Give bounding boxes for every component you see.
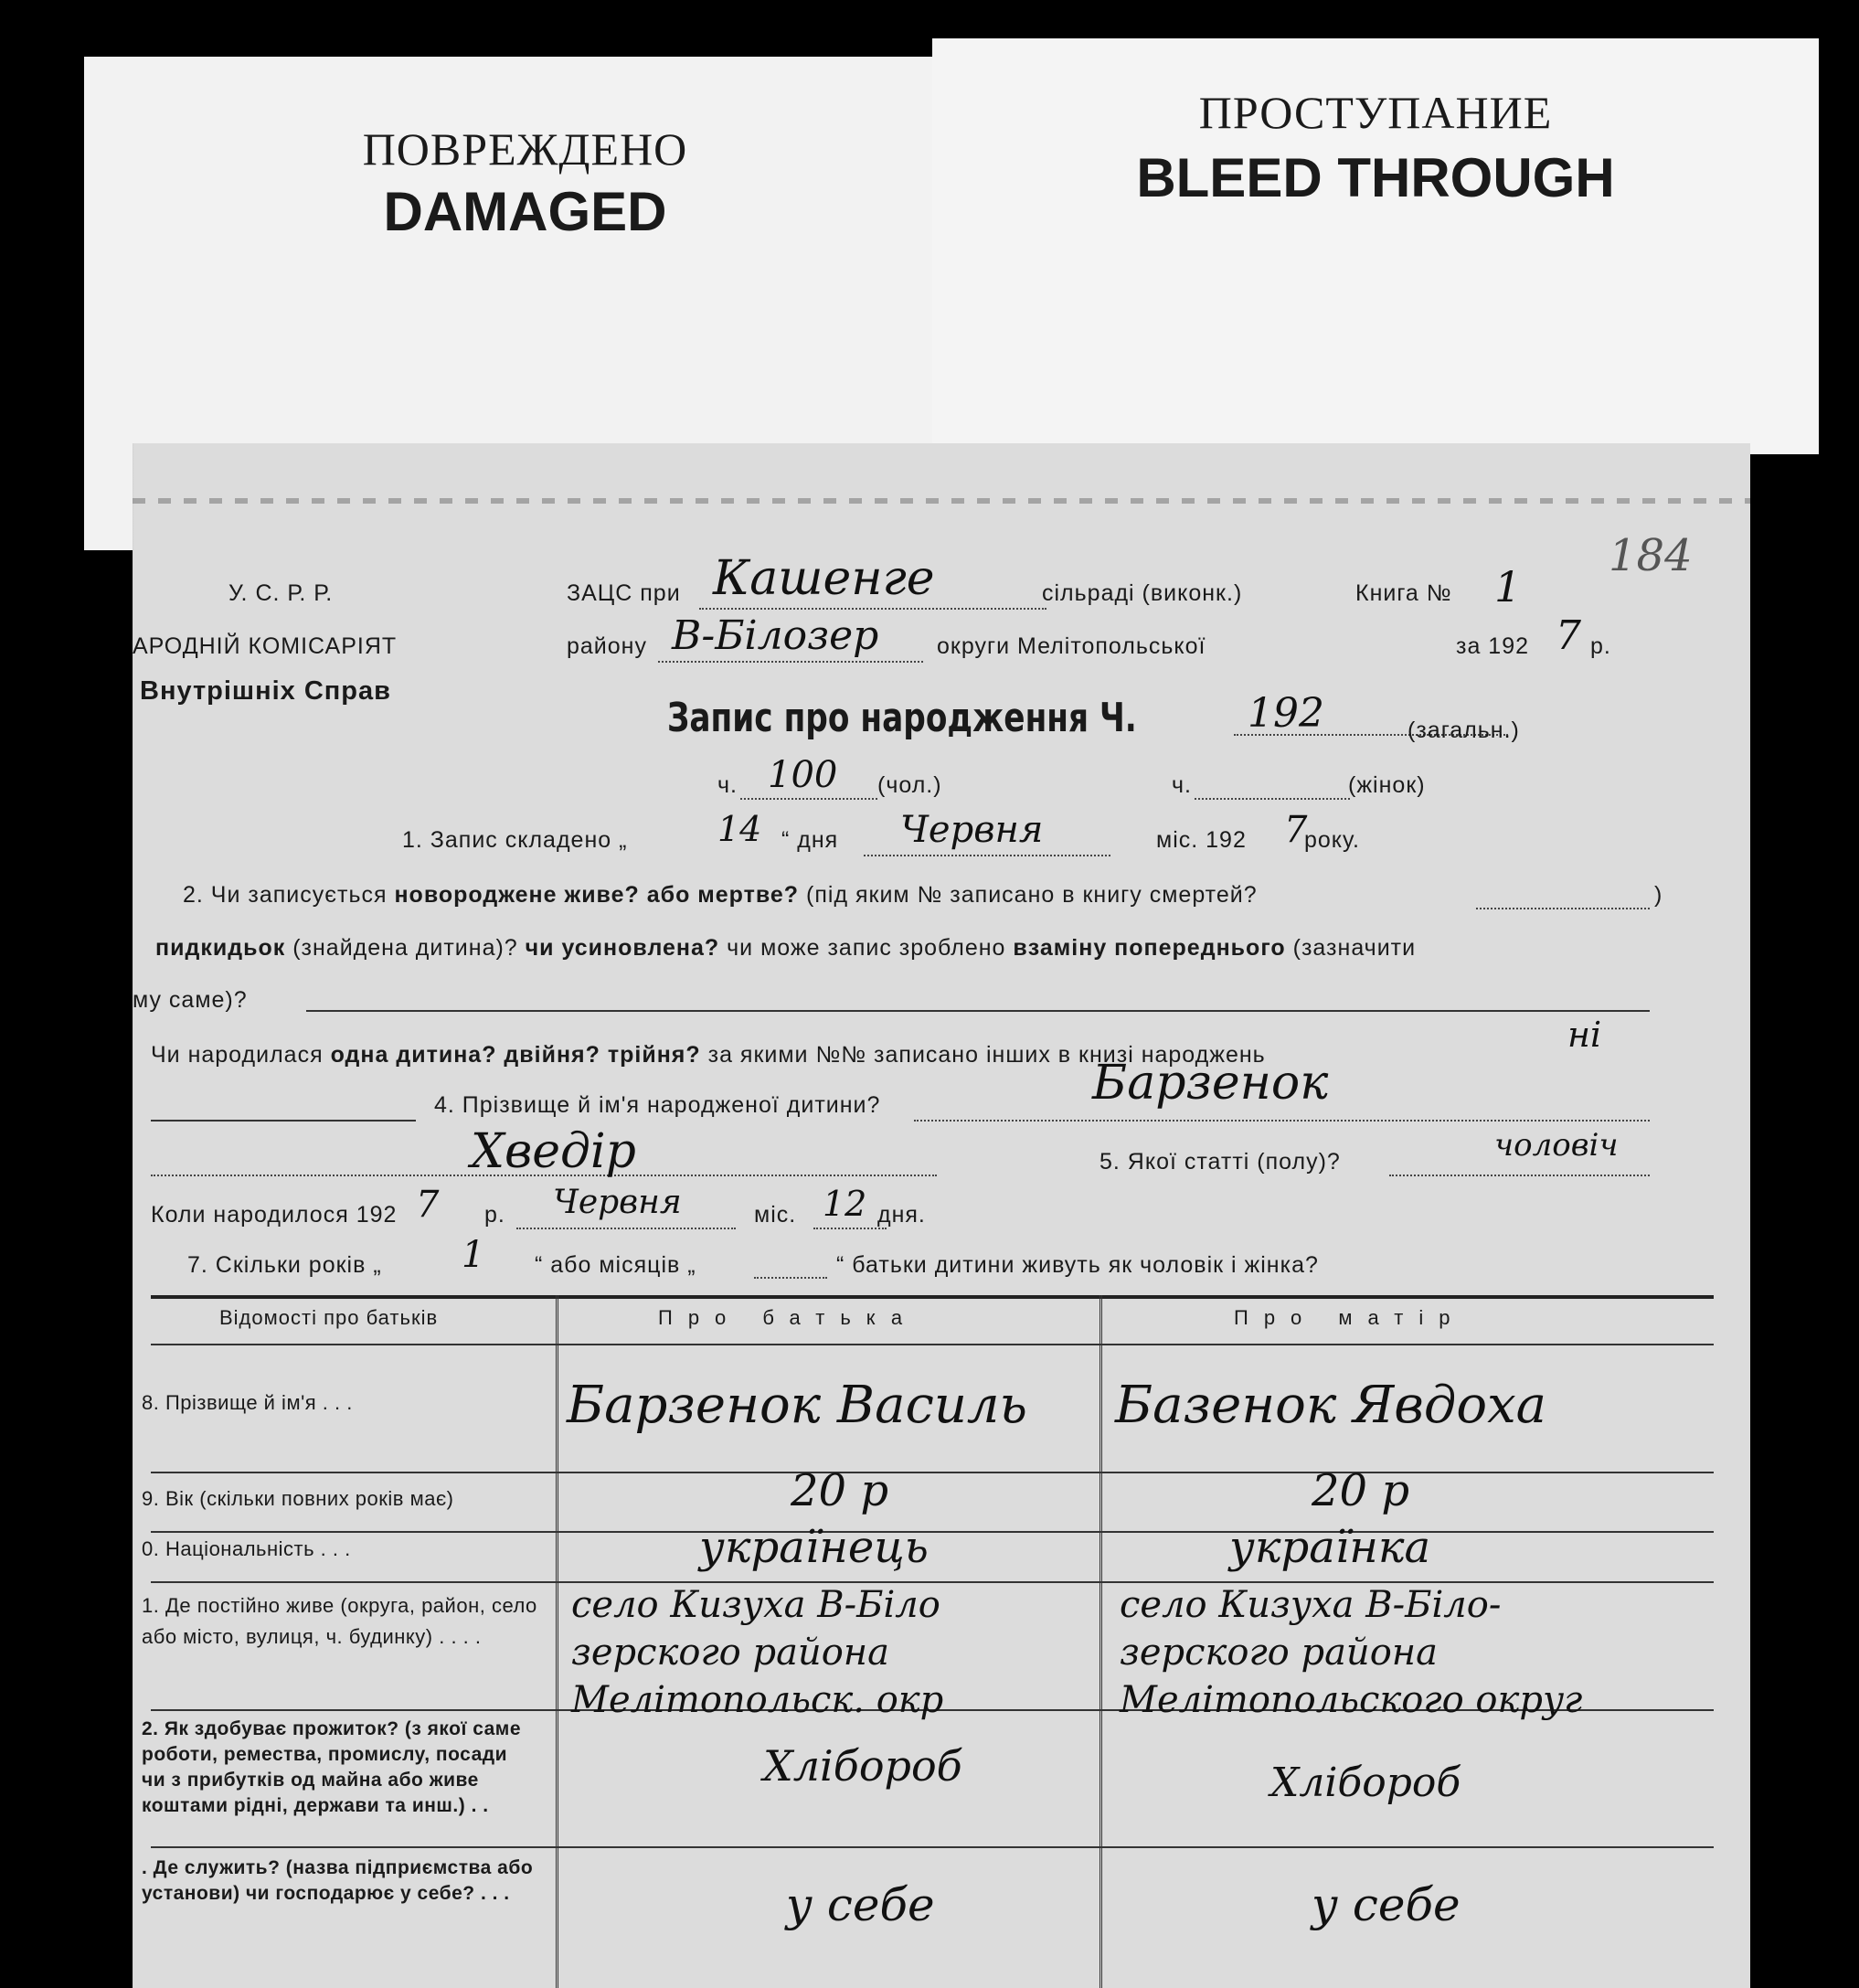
bleed-label-ru: ПРОСТУПАНИЕ: [1198, 87, 1553, 138]
record-title: Запис про народження Ч.: [667, 695, 1137, 741]
q6-month-label: міс.: [754, 1202, 797, 1228]
q1-month-label: міс. 192: [1156, 827, 1247, 853]
raion-handwritten: В-Білозер: [672, 612, 879, 659]
bleed-through-card: [932, 38, 1819, 454]
record-number-handwritten: 192: [1248, 690, 1324, 737]
q5-label: 5. Якої статті (полу)?: [1099, 1149, 1341, 1175]
mother-livelihood-handwritten: Хлібороб: [1270, 1759, 1461, 1806]
father-age-handwritten: 20 р: [791, 1465, 889, 1516]
damaged-label-ru: ПОВРЕЖДЕНО: [362, 123, 688, 175]
q7-label-c: “ батьки дитини живуть як чоловік і жінка?: [836, 1252, 1319, 1278]
general-label: (загальн.): [1408, 718, 1520, 743]
ussr-label: У. С. Р. Р.: [228, 580, 334, 606]
child-surname-handwritten: Барзенок: [1092, 1056, 1329, 1111]
q2-line1: 2. Чи записується новороджене живе? або мертве? (під яким № записано в книгу смертей?: [183, 882, 1258, 908]
male-number-handwritten: 100: [768, 754, 838, 796]
table-header-mother: Про матір: [1234, 1306, 1466, 1329]
male-ch-label: ч.: [717, 772, 738, 798]
row-name-label: 8. Прізвище й ім'я . . .: [142, 1391, 353, 1414]
q1-month-handwritten: Червня: [900, 809, 1044, 851]
row-nationality-label: 0. Національність . . .: [142, 1537, 351, 1560]
q1-label: 1. Запис складено „: [402, 827, 628, 853]
table-header-father: Про батька: [658, 1306, 919, 1329]
book-number-handwritten: 1: [1494, 562, 1522, 611]
birth-record-document: [133, 443, 1750, 1988]
q2-line1-end: ): [1654, 882, 1663, 908]
mother-nationality-handwritten: українка: [1229, 1522, 1431, 1573]
female-label: (жінок): [1348, 772, 1426, 798]
q6-day-label: дня.: [877, 1202, 926, 1228]
child-name-handwritten: Хведір: [471, 1124, 636, 1179]
corner-number-handwritten: 184: [1609, 530, 1693, 581]
q7-label-a: 7. Скільки років „: [187, 1252, 382, 1278]
row-age-label: 9. Вік (скільки повних років має): [142, 1487, 454, 1510]
q3-label: Чи народилася одна дитина? двійня? трійня? за якими №№ записано інших в книзі народжень: [151, 1042, 1266, 1068]
row-residence-label: 1. Де постійно живе (округа, район, село або місто, вулиця, ч. будинку) . . . .: [142, 1594, 537, 1648]
mother-age-handwritten: 20 р: [1312, 1465, 1410, 1516]
q6-r-label: р.: [484, 1202, 505, 1228]
silrada-label: сільраді (виконк.): [1042, 580, 1243, 606]
okrug-label: округи Мелітопольської: [937, 633, 1206, 659]
female-ch-label: ч.: [1172, 772, 1192, 798]
row-livelihood-label: 2. Як здобуває прожиток? (з якої саме роботи, ремества, промислу, посади чи з прибутків од майна або живе коштами рідні, держави та инш.) . .: [142, 1718, 522, 1816]
father-residence-handwritten: село Кизуха В-Біло зерского района Мелітопольск. окр: [571, 1584, 944, 1721]
damaged-label-en: DAMAGED: [383, 181, 667, 242]
male-label: (чол.): [877, 772, 942, 798]
q1-year-handwritten: 7: [1284, 809, 1308, 851]
q1-day-label: “ дня: [781, 827, 839, 853]
sex-handwritten: чоловіч: [1494, 1127, 1619, 1164]
q1-day-handwritten: 14: [717, 809, 762, 849]
q3-answer-handwritten: ні: [1567, 1015, 1602, 1055]
father-name-handwritten: Барзенок Василь: [567, 1376, 1028, 1435]
commissariat-label: АРОДНІЙ КОМІСАРІЯТ: [133, 633, 398, 659]
q6-month-handwritten: Червня: [553, 1184, 682, 1221]
year-handwritten: 7: [1556, 612, 1581, 659]
zags-label: ЗАЦС при: [567, 580, 681, 606]
perforation-line: [133, 498, 1750, 504]
q6-day-handwritten: 12: [823, 1184, 867, 1224]
q6-year-handwritten: 7: [416, 1184, 440, 1226]
father-employment-handwritten: у себе: [786, 1878, 935, 1931]
q2-line2: пидкидьок (знайдена дитина)? чи усиновлена? чи може запис зроблено взаміну попереднього (зазначити: [155, 935, 1417, 961]
q4-label: 4. Прізвище й ім'я народженої дитини?: [434, 1092, 881, 1118]
q7-label-b: “ або місяців „: [535, 1252, 696, 1278]
q2-line3: му саме)?: [133, 987, 248, 1013]
book-label: Книга №: [1355, 580, 1452, 606]
q1-year-label: року.: [1304, 827, 1360, 853]
row-employment-label: . Де служить? (назва підприємства або установи) чи господарює у себе? . . .: [142, 1857, 534, 1904]
internal-affairs-label: Внутрішніх Справ: [140, 676, 391, 706]
table-header-info: Відомості про батьків: [219, 1306, 439, 1329]
mother-name-handwritten: Базенок Явдоха: [1115, 1376, 1547, 1435]
q6-label: Коли народилося 192: [151, 1202, 398, 1228]
father-nationality-handwritten: українець: [699, 1522, 929, 1573]
mother-residence-handwritten: село Кизуха В-Біло- зерского района Мелітопольского округ: [1120, 1584, 1583, 1721]
raion-label: району: [567, 633, 647, 659]
year-suffix: р.: [1590, 633, 1611, 659]
q7-years-handwritten: 1: [462, 1234, 485, 1276]
village-handwritten: Кашенге: [713, 551, 935, 606]
bleed-label-en: BLEED THROUGH: [1136, 147, 1615, 208]
father-livelihood-handwritten: Хлібороб: [763, 1741, 962, 1791]
mother-employment-handwritten: у себе: [1312, 1878, 1461, 1931]
year-label: за 192: [1456, 633, 1530, 659]
